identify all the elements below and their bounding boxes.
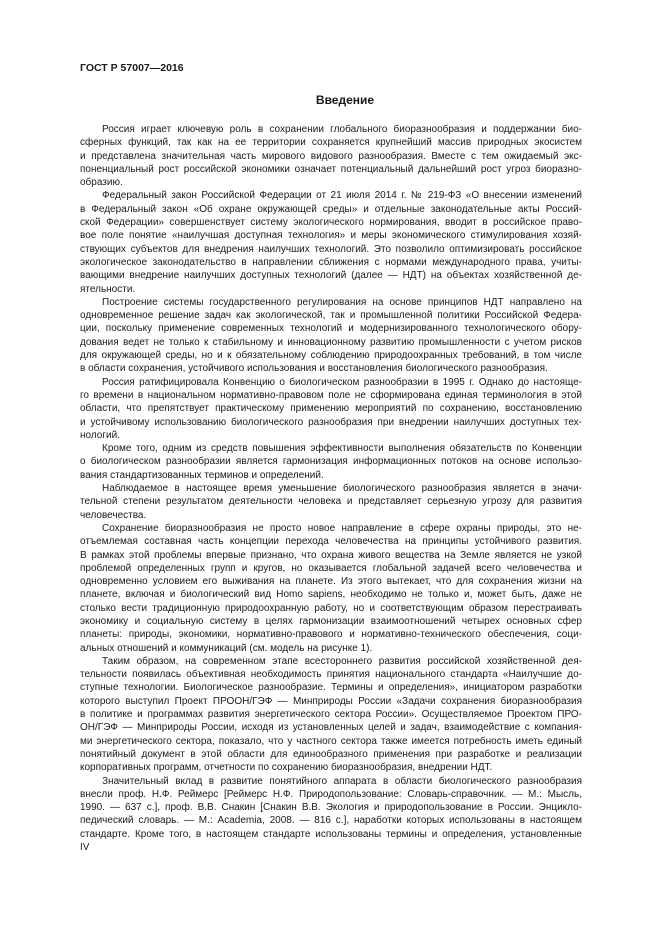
text-line: экологическое законодательство в направлении сближения с нормами международного права, учиты- [80,256,582,268]
text-line: области, что препятствует практическому применению мероприятий по сохранению, восстановлению [80,403,582,415]
paragraph [80,482,582,522]
text-line: понятийный документ в этой области для единообразного применения при разработке и реализации [80,748,582,760]
text-line: ОН/ГЭФ — Минприроды России, исходя из установленных целей и задач, взаимодействие с компания- [80,722,582,734]
text-line: педический словарь. — М.: Academia, 2008. — 816 с.], наработки которых использованы в настоящем [80,815,582,827]
text-line: Россия играет ключевую роль в сохранении глобального биоразнообразия и поддержании био- [102,124,582,135]
section-title: Введение [315,93,375,107]
text-line: Наблюдаемое в настоящее время уменьшение биологического разнообразия является в значи- [102,483,582,495]
text-line: и устойчивому использованию биологического разнообразия при внедрении наилучших доступных тех- [80,416,582,428]
paragraph [80,655,582,775]
text-line: поненциальный рост российской экономики означает потенциальный дальнейший рост угроз биоразно- [80,163,582,175]
text-line: в политике и программах развития энергетического сектора России». Осуществляемое Проектом ПРО- [80,709,582,721]
text-line: Построение системы государственного регулирования на основе принципов НДТ направлено на [102,296,582,308]
paragraph [80,189,582,295]
text-line: Значительный вклад в развитие понятийного аппарата в области биологического разнообразия [102,775,582,787]
text-line: корпоративных программ, отчетности по сохранению биоразнообразия, внедрении НДТ. [80,762,493,774]
text-line: дования ведет не только к стабильному и инновационному развитию промышленности с учетом рисков [80,336,582,348]
text-line: тельной степени результатом деятельности человека и представляет серьезную угрозу для развития [80,496,582,508]
text-line: тельности появилась объективная необходимость принятия национального стандарта «Наилучшие до- [80,669,582,681]
text-line: стандарте. Кроме того, в настоящем стандарте использованы термины и определения, установленные [80,828,582,840]
text-line: о биологическом разнообразии является гармонизация информационных потоков на основе использо- [80,456,582,468]
text-line: одновременно условием его выживания на планете. Из этого вытекает, что для сохранения жизни на [80,576,582,588]
text-line: вающими внедрение наилучших доступных технологий (далее — НДТ) на объектах хозяйственной де- [80,270,582,282]
text-line: внесли проф. Н.Ф. Реймерс [Реймерс Н.Ф. Природопользование: Словарь-справочник. — М.: Мысль, [80,788,582,800]
text-line: образию. [80,177,123,189]
paragraph [80,123,582,189]
text-line: Федеральный закон Российской Федерации от 21 июля 2014 г. № 219-ФЗ «О внесении изменений [102,190,582,202]
text-line: ской Федерации» совершенствует систему экологического нормирования, вводит в российское право- [80,217,582,229]
text-line: альных отношений и коммуникаций (см. модель на рисунке 1). [80,642,373,654]
text-line: которого выступил Проект ПРООН/ГЭФ — Минприроды России «Задачи сохранения биоразнообразия [80,695,582,707]
paragraph [80,296,582,376]
text-line: ствующих субъектов для внедрения наилучших технологий. Это позволило оптимизировать российское [80,243,582,255]
document-standard-number: ГОСТ Р 57007—2016 [80,62,184,74]
page-number: IV [80,842,90,853]
text-line: Сохранение биоразнообразия не просто новое направление в сфере охраны природы, это не- [102,522,582,534]
paragraph [80,376,582,442]
text-line: проблемой определенных групп и кругов, но оказывается глобальной задачей всего человечества и [80,562,582,574]
text-line: планете, включая и биологический вид Homo sapiens, необходимо не только и, может быть, даже не [80,589,582,601]
text-line: В рамках этой проблемы впервые признано, что охрана живого вещества на Земле является не узкой [80,549,582,561]
text-line: в области сохранения, устойчивого использования и восстановления биологического разнообразия. [80,363,548,375]
text-line: ятельности. [80,283,136,295]
text-line: для окружающей среды, но и к обязательному соблюдению природоохранных требований, в том числе [80,350,582,362]
text-line: сферных функций, так как на ее территории сохраняется крупнейший массив природных экосистем [80,137,582,149]
text-line: вания стандартизованных терминов и определений. [80,469,324,481]
paragraph [80,775,582,841]
text-line: Кроме того, одним из средств повышения эффективности выполнения обязательств по Конвенции [102,443,582,455]
text-line: 1990. — 637 с.], проф. В.В. Снакин [Снакин В.В. Экология и природопользование в России. Энцикло- [80,802,582,814]
text-line: человечества. [80,509,147,521]
paragraph [80,522,582,655]
text-line: планеты: природы, экономики, нормативно-правового и нормативно-технического обеспечения, соци- [80,629,582,641]
text-line: Россия ратифицировала Конвенцию о биологическом разнообразии в 1995 г. Однако до настояще- [102,376,582,388]
text-line: ции, поскольку применение современных технологий и модернизированного технологического обору- [80,323,582,335]
text-line: столько вести традиционную природоохранную работу, но и соответствующим образом перестраивать [80,602,582,614]
paragraph [80,442,582,482]
body-text [80,123,582,841]
text-line: ступные технологии. Биологическое разнообразие. Термины и определения», инициатором разработки [80,682,582,694]
text-line: и представлена значительная часть мирового видового разнообразия. Вместе с тем ожидаемый экс- [80,150,582,162]
text-line: Таким образом, на современном этапе всестороннего развития российской хозяйственной дея- [102,655,582,667]
text-line: в Федеральный закон «Об охране окружающей среды» и отдельные законодательные акты Россий- [80,203,582,215]
text-line: экономику и социальную систему в целях гармонизации взаимоотношений четырех основных сфер [80,615,582,627]
text-line: ми энергетического сектора, показало, что у частного сектора также имеется потребность иметь единый [80,735,582,747]
text-line: го времени в национальном нормативно-правовом поле не сформирована единая терминология в этой [80,389,582,401]
text-line: одновременное решение задач как экологической, так и промышленной политики Российской Федера- [80,310,582,322]
text-line: отъемлемая составная часть концепции перехода человечества на принципы устойчивого развития. [80,536,582,548]
text-line: нологий. [80,429,120,441]
text-line: вое поле понятие «наилучшая доступная технология» и меры экономического стимулирования хозяй- [80,230,582,242]
